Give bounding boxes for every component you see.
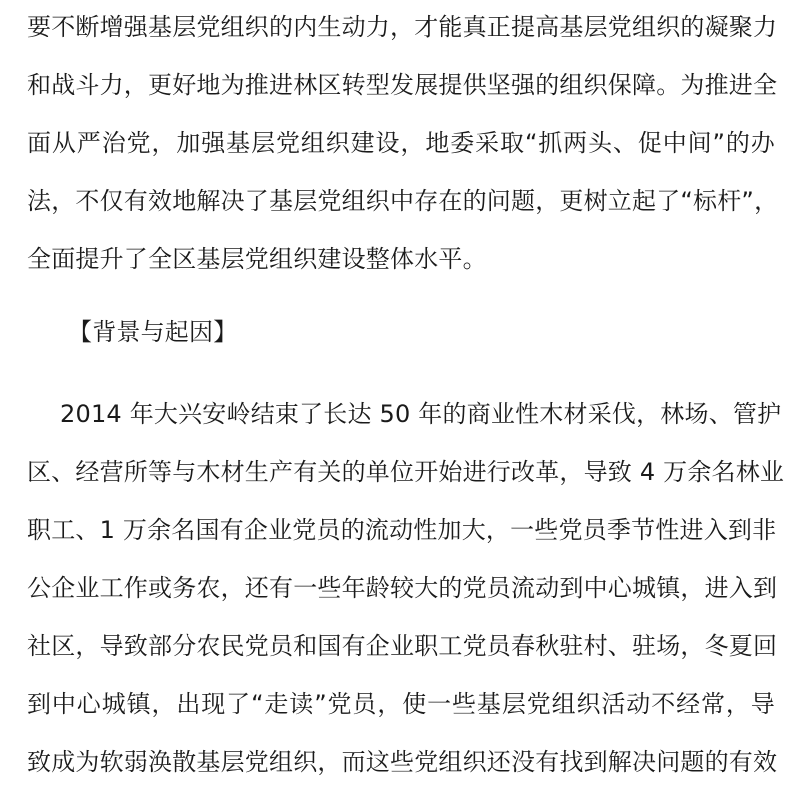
paragraph-2-line-7: 致成为软弱涣散基层党组织，而这些党组织还没有找到解决问题的有效 bbox=[27, 748, 778, 776]
paragraph-1-line-1: 要不断增强基层党组织的内生动力，才能真正提高基层党组织的凝聚力 bbox=[27, 13, 778, 41]
paragraph-2-line-6: 到中心城镇，出现了“走读”党员，使一些基层党组织活动不经常，导 bbox=[27, 690, 775, 718]
paragraph-1-line-3: 面从严治党，加强基层党组织建设，地委采取“抓两头、促中间”的办 bbox=[27, 129, 775, 157]
paragraph-2-line-5: 社区，导致部分农民党员和国有企业职工党员春秋驻村、驻场，冬夏回 bbox=[27, 632, 778, 660]
paragraph-2-line-3: 职工、1 万余名国有企业党员的流动性加大，一些党员季节性进入到非 bbox=[27, 516, 777, 544]
paragraph-2-line-2: 区、经营所等与木材生产有关的单位开始进行改革，导致 4 万余名林业 bbox=[27, 458, 785, 486]
paragraph-1-line-4: 法，不仅有效地解决了基层党组织中存在的问题，更树立起了“标杆”， bbox=[27, 187, 779, 215]
paragraph-1-line-5: 全面提升了全区基层党组织建设整体水平。 bbox=[27, 245, 487, 273]
paragraph-2-line-1: 2014 年大兴安岭结束了长达 50 年的商业性木材采伐，林场、管护 bbox=[60, 400, 782, 428]
paragraph-2-line-4: 公企业工作或务农，还有一些年龄较大的党员流动到中心城镇，进入到 bbox=[27, 574, 778, 602]
paragraph-1-line-2: 和战斗力，更好地为推进林区转型发展提供坚强的组织保障。为推进全 bbox=[27, 71, 778, 99]
section-heading: 【背景与起因】 bbox=[68, 318, 238, 346]
